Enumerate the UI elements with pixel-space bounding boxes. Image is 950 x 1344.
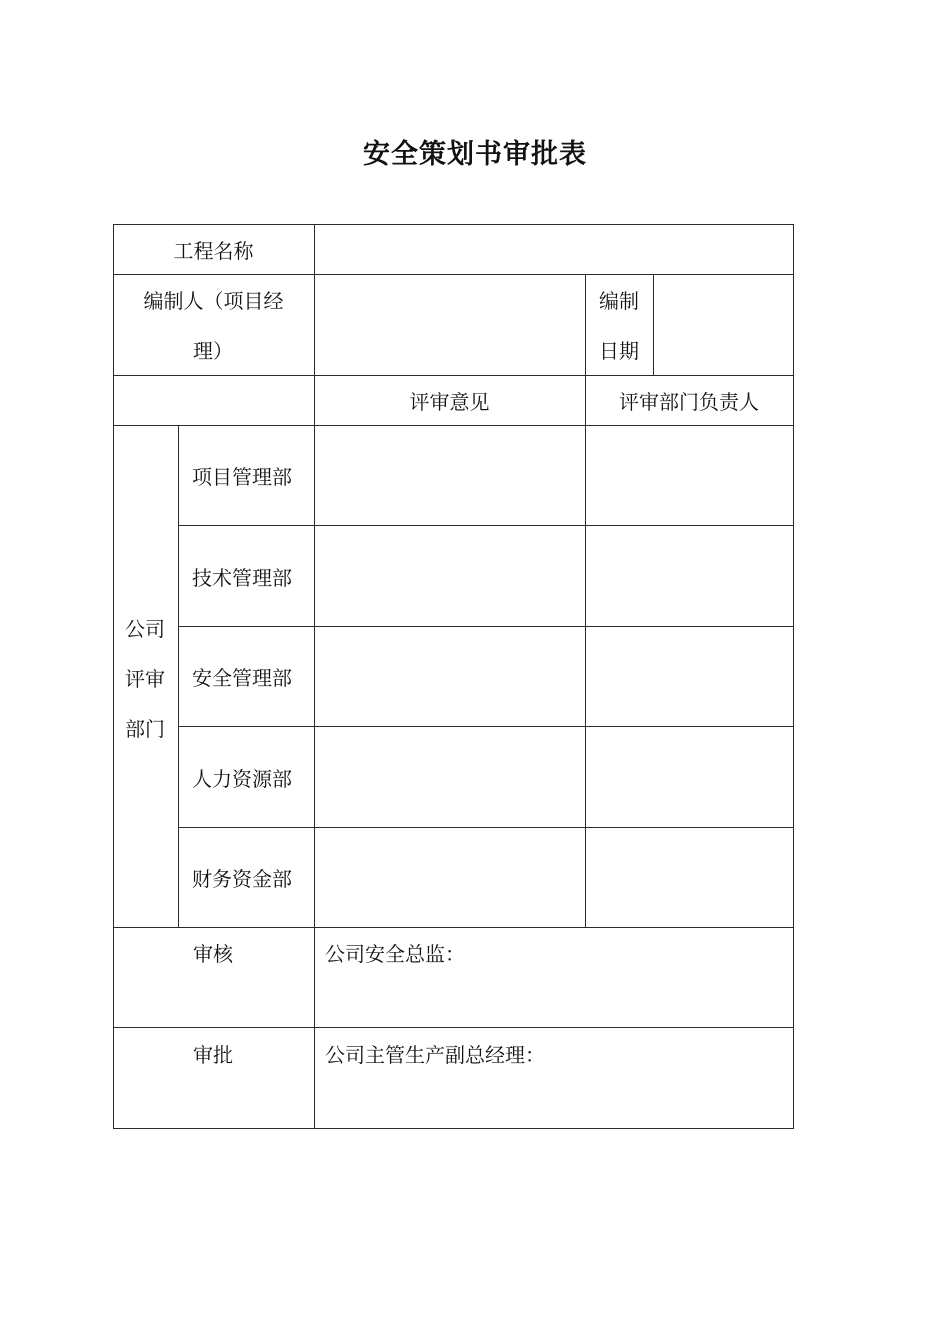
project-name-label: 工程名称 <box>173 239 254 263</box>
dept-finance: 财务资金部 <box>192 867 292 891</box>
dept-human-resources: 人力资源部 <box>192 767 292 791</box>
opinion-field-project-management[interactable] <box>315 426 585 525</box>
company-review-label-line2: 评审 <box>125 667 165 691</box>
review-opinion-header: 评审意见 <box>409 390 490 414</box>
signer-field-finance[interactable] <box>586 828 793 927</box>
approve-signer-label: 公司主管生产副总经理： <box>325 1043 545 1067</box>
dept-project-management: 项目管理部 <box>192 465 292 489</box>
opinion-field-technical-management[interactable] <box>315 526 585 626</box>
opinion-field-safety-management[interactable] <box>315 627 585 726</box>
compiler-field[interactable] <box>315 275 585 375</box>
compile-date-label-line2: 日期 <box>599 339 639 363</box>
table-border-left <box>113 224 114 1129</box>
page-title: 安全策划书审批表 <box>363 139 587 170</box>
row-divider <box>113 1027 794 1028</box>
company-review-label-line3: 部门 <box>125 717 165 741</box>
dept-safety-management: 安全管理部 <box>192 666 292 690</box>
dept-technical-management: 技术管理部 <box>192 566 292 590</box>
compiler-label-line1: 编制人（项目经 <box>143 289 284 313</box>
signer-field-safety-management[interactable] <box>586 627 793 726</box>
table-border-bottom <box>113 1128 794 1129</box>
company-review-label-line1: 公司 <box>125 617 165 641</box>
column-divider <box>178 425 179 928</box>
compile-date-field[interactable] <box>654 275 793 375</box>
row-divider <box>113 927 794 928</box>
opinion-field-finance[interactable] <box>315 828 585 927</box>
review-dept-head-header: 评审部门负责人 <box>619 390 759 414</box>
approve-label: 审批 <box>193 1043 233 1067</box>
table-border-right <box>793 224 794 1129</box>
project-name-field[interactable] <box>315 225 793 274</box>
opinion-field-human-resources[interactable] <box>315 727 585 827</box>
signer-field-technical-management[interactable] <box>586 526 793 626</box>
audit-label: 审核 <box>193 942 233 966</box>
audit-signer-label: 公司安全总监： <box>325 942 465 966</box>
compile-date-label-line1: 编制 <box>599 289 639 313</box>
compiler-label-line2: 理） <box>193 339 233 363</box>
signer-field-project-management[interactable] <box>586 426 793 525</box>
signer-field-human-resources[interactable] <box>586 727 793 827</box>
